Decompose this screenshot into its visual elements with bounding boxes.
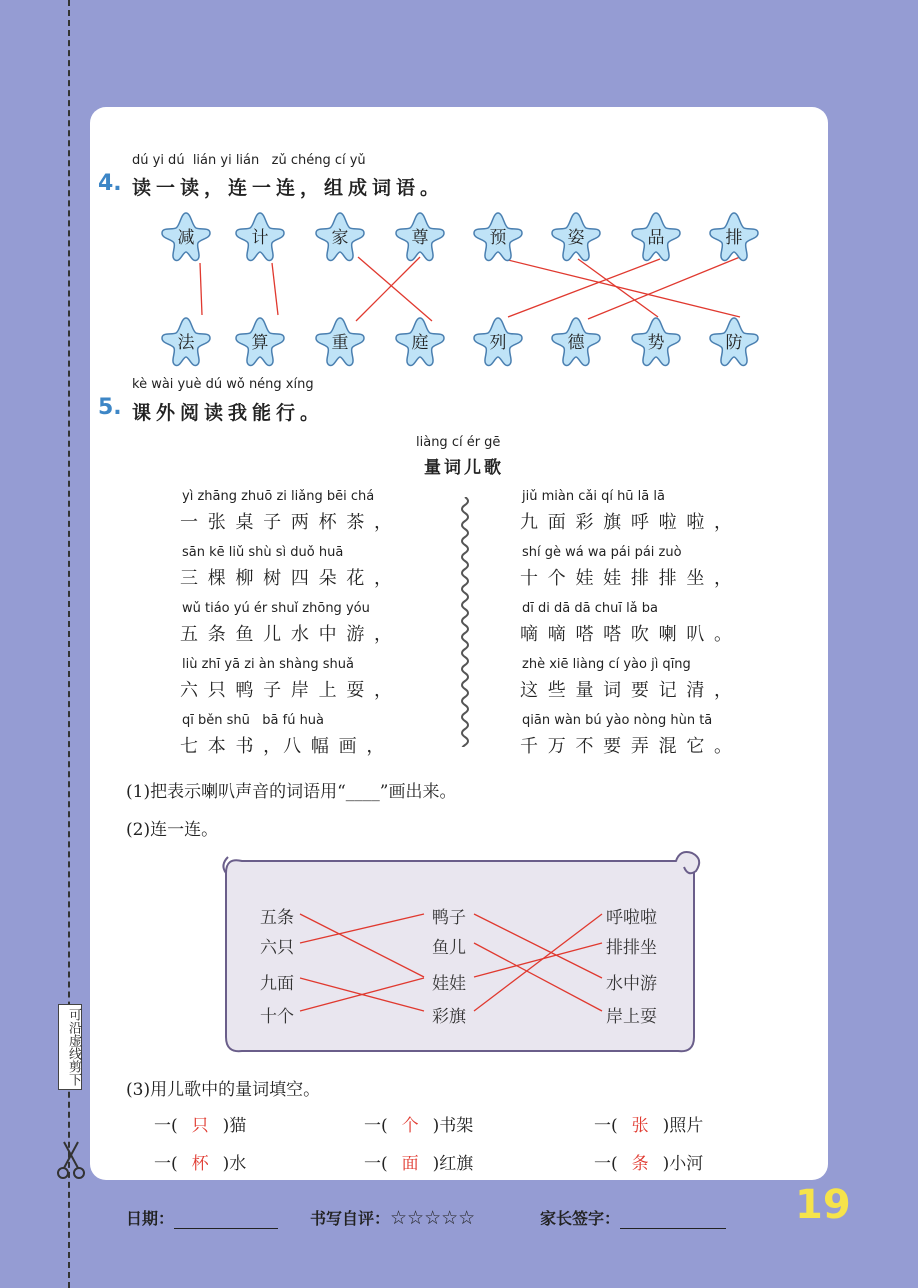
scroll-col1-item[interactable]: 五条 [260,908,294,928]
star-char: 德 [567,333,585,353]
scroll-col1-item[interactable]: 六只 [260,938,294,958]
fill-answer[interactable]: 面 [401,1154,419,1174]
page-number: 19 [795,1182,851,1228]
fill-prefix: 一( [364,1154,388,1174]
poem-right-line: 十 个 娃 娃 排 排 坐 ， [520,568,735,589]
poem-right-pinyin: dī di dā dā chuī lǎ ba [522,601,658,616]
scissors-icon [56,1140,86,1180]
bottom-star-0[interactable] [160,315,212,367]
star-char: 列 [489,333,507,353]
top-star-5[interactable] [550,210,602,262]
scroll-col3-item[interactable]: 排排坐 [606,938,657,958]
star-char: 庭 [411,333,429,353]
q4-number: 4. [98,171,122,196]
poem-title: 量词儿歌 [424,458,504,478]
fill-blank-item [154,1111,246,1136]
fill-blank-item [364,1149,473,1174]
sub-question-1: (1)把表示喇叭声音的词语用“____”画出来。 [126,782,457,802]
cut-note: 可沿虚线剪下 [58,1004,82,1090]
poem-right-pinyin: shí gè wá wa pái pái zuò [522,545,682,560]
top-star-6[interactable] [630,210,682,262]
poem-right-pinyin: zhè xiē liàng cí yào jì qīng [522,657,691,672]
star-char: 家 [331,228,349,248]
footer-parent [540,1206,726,1229]
poem-right-line: 千 万 不 要 弄 混 它 。 [520,736,735,757]
poem-left-pinyin: qī běn shū bā fú huà [182,713,325,728]
parent-signature-field[interactable] [620,1212,726,1229]
poem-left-line: 七 本 书 ，八 幅 画 ， [180,736,387,757]
poem-right-pinyin: qiān wàn bú yào nòng hùn tā [522,713,713,728]
fill-prefix: 一( [594,1154,618,1174]
fill-answer[interactable]: 张 [631,1116,649,1136]
fill-prefix: 一( [154,1116,178,1136]
top-star-3[interactable] [394,210,446,262]
star-char: 重 [331,333,349,353]
star-char: 尊 [411,228,429,248]
poem-right-pinyin: jiǔ miàn cǎi qí hū lā lā [522,489,665,504]
fill-prefix: 一( [594,1116,618,1136]
scroll-col2-item[interactable]: 鸭子 [432,908,466,928]
scroll-col1-item[interactable]: 九面 [260,974,294,994]
poem-left-line: 三 棵 柳 树 四 朵 花 ， [180,568,395,589]
poem-right-line: 这 些 量 词 要 记 清 ， [520,680,735,701]
date-label: 日期： [126,1209,175,1228]
q5-pinyin: kè wài yuè dú wǒ néng xíng [132,377,314,392]
poem-left-pinyin: sān kē liǔ shù sì duǒ huā [182,545,344,560]
parent-label: 家长签字： [540,1209,621,1228]
scroll-col3-item[interactable]: 呼啦啦 [606,908,657,928]
poem-left-line: 五 条 鱼 儿 水 中 游 ， [180,624,395,645]
top-star-1[interactable] [234,210,286,262]
poem-left-line: 一 张 桌 子 两 杯 茶 ， [180,512,395,533]
cut-line [68,0,70,1288]
poem-left-pinyin: liù zhī yā zi àn shàng shuǎ [182,657,354,672]
fill-answer[interactable]: 个 [401,1116,419,1136]
star-char: 势 [647,333,665,353]
footer-self-eval [310,1206,475,1229]
fill-suffix: )红旗 [432,1154,474,1174]
poem-title-pinyin: liàng cí ér gē [416,435,501,450]
fill-answer[interactable]: 杯 [191,1154,209,1174]
q5-title: 课外阅读我能行。 [132,402,325,424]
fill-prefix: 一( [154,1154,178,1174]
fill-blank-item [594,1149,703,1174]
bottom-star-6[interactable] [630,315,682,367]
poem-right-line: 九 面 彩 旗 呼 啦 啦 ， [520,512,735,533]
fill-answer[interactable]: 只 [191,1116,209,1136]
fill-suffix: )水 [222,1154,247,1174]
fill-blank-item [364,1111,473,1136]
q4-pinyin: dú yi dú lián yi lián zǔ chéng cí yǔ [132,153,366,168]
poem-right-line: 嘀 嘀 嗒 嗒 吹 喇 叭 。 [520,624,735,645]
worksheet-card [90,107,828,1180]
scroll-col1-item[interactable]: 十个 [260,1007,294,1027]
fill-suffix: )书架 [432,1116,474,1136]
fill-blank-item [594,1111,703,1136]
top-star-0[interactable] [160,210,212,262]
top-star-7[interactable] [708,210,760,262]
fill-suffix: )小河 [662,1154,704,1174]
footer-date [126,1206,278,1229]
q4-title: 读一读，连一连，组成词语。 [132,177,445,199]
fill-blank-item [154,1149,246,1174]
fill-suffix: )猫 [222,1116,247,1136]
star-char: 防 [725,333,743,353]
fill-answer[interactable]: 条 [631,1154,649,1174]
star-char: 法 [177,333,195,353]
scroll-col3-item[interactable]: 岸上耍 [606,1007,657,1027]
bottom-star-4[interactable] [472,315,524,367]
fill-suffix: )照片 [662,1116,704,1136]
bottom-star-2[interactable] [314,315,366,367]
top-star-2[interactable] [314,210,366,262]
sub-question-2: (2)连一连。 [126,820,219,840]
poem-divider [458,497,472,747]
top-star-4[interactable] [472,210,524,262]
bottom-star-5[interactable] [550,315,602,367]
scroll-col2-item[interactable]: 鱼儿 [432,938,466,958]
star-char: 预 [489,228,507,248]
self-eval-label: 书写自评： [310,1209,391,1228]
star-char: 姿 [567,228,585,248]
poem-left-pinyin: wǔ tiáo yú ér shuǐ zhōng yóu [182,601,370,616]
star-char: 计 [251,228,269,248]
star-char: 排 [725,228,743,248]
scroll-col2-item[interactable]: 彩旗 [432,1007,466,1027]
fill-prefix: 一( [364,1116,388,1136]
scroll-col3-item[interactable]: 水中游 [606,974,657,994]
q5-number: 5. [98,395,122,420]
star-char: 减 [177,228,195,248]
star-char: 算 [251,333,269,353]
poem-left-line: 六 只 鸭 子 岸 上 耍 ， [180,680,395,701]
sub-question-3: (3)用儿歌中的量词填空。 [126,1080,321,1100]
scroll-col2-item[interactable]: 娃娃 [432,974,466,994]
bottom-star-3[interactable] [394,315,446,367]
poem-left-pinyin: yì zhāng zhuō zi liǎng bēi chá [182,489,375,504]
star-char: 品 [647,228,665,248]
bottom-star-7[interactable] [708,315,760,367]
date-field[interactable] [174,1212,278,1229]
bottom-star-1[interactable] [234,315,286,367]
rating-stars[interactable]: ☆☆☆☆☆ [390,1207,476,1229]
